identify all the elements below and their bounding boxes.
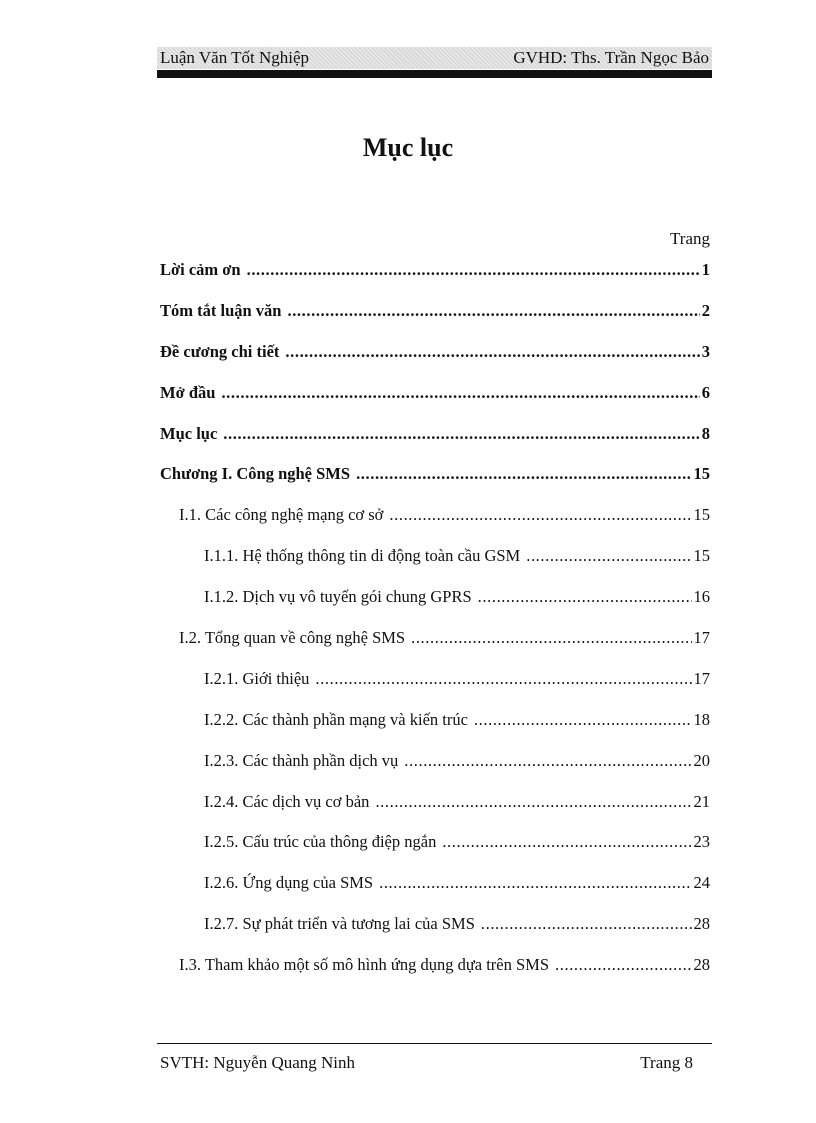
toc-entry xyxy=(160,914,710,955)
toc-entry-title: I.2.6. Ứng dụng của SMS xyxy=(204,873,374,893)
toc-dot-leader xyxy=(526,546,691,566)
toc-dot-leader xyxy=(247,260,700,280)
page-footer xyxy=(160,1053,693,1073)
toc-entry-title: I.1.2. Dịch vụ vô tuyến gói chung GPRS xyxy=(204,587,472,607)
toc-entry-page: 15 xyxy=(693,546,710,566)
toc-entry xyxy=(160,751,710,792)
toc-entry-page: 18 xyxy=(693,709,710,729)
header-thesis-label: Luận Văn Tốt Nghiệp xyxy=(160,48,310,67)
toc-dot-leader xyxy=(555,955,691,975)
toc-entry xyxy=(160,628,710,669)
toc-dot-leader xyxy=(379,873,691,893)
toc-dot-leader xyxy=(315,669,691,689)
toc-entry-title: I.1.1. Hệ thống thông tin di động toàn cầu GSM xyxy=(204,546,521,566)
toc-entry xyxy=(160,505,710,546)
toc-entry-page: 17 xyxy=(693,668,710,688)
toc-entry xyxy=(160,383,710,424)
toc-dot-leader xyxy=(478,587,692,607)
page-header xyxy=(157,47,712,69)
toc-entry xyxy=(160,342,710,383)
toc-entry-page: 17 xyxy=(693,628,710,648)
toc-entry xyxy=(160,260,710,301)
toc-entry-page: 1 xyxy=(701,260,710,279)
toc-dot-leader xyxy=(442,832,691,852)
toc-dot-leader xyxy=(223,424,699,444)
toc-dot-leader xyxy=(411,628,691,648)
footer-student: SVTH: Nguyễn Quang Ninh xyxy=(160,1053,356,1072)
toc-entry-title: I.2.7. Sự phát triển và tương lai của SMS xyxy=(204,914,475,934)
toc-entry xyxy=(160,669,710,710)
toc-dot-leader xyxy=(375,792,691,812)
header-advisor: GVHD: Ths. Trần Ngọc Bảo xyxy=(513,48,709,67)
toc-entry-title: Lời cảm ơn xyxy=(160,260,241,279)
footer-page-number: Trang 8 xyxy=(640,1053,693,1072)
toc-entry-page: 28 xyxy=(693,955,710,975)
page-title: Mục lục xyxy=(362,133,454,162)
toc-entry xyxy=(160,710,710,751)
toc-dot-leader xyxy=(356,464,691,484)
toc-entry-page: 24 xyxy=(693,873,710,893)
toc-entry-page: 15 xyxy=(693,464,710,484)
toc-dot-leader xyxy=(474,710,692,730)
toc-entry-title: Mở đầu xyxy=(160,382,216,402)
toc-entry-page: 3 xyxy=(701,341,710,361)
toc-entry xyxy=(160,464,710,505)
toc-entry xyxy=(160,424,710,465)
toc-entry xyxy=(160,955,710,996)
toc-entry-title: I.2. Tổng quan về công nghệ SMS xyxy=(179,628,406,648)
toc-dot-leader xyxy=(389,505,691,525)
toc-entry xyxy=(160,301,710,342)
toc-entry-title: Chương I. Công nghệ SMS xyxy=(160,464,351,484)
toc-entry-page: 6 xyxy=(701,382,710,402)
toc-dot-leader xyxy=(481,914,692,934)
toc-entry-title: I.2.4. Các dịch vụ cơ bản xyxy=(204,791,370,811)
toc-entry-title: I.2.3. Các thành phần dịch vụ xyxy=(204,750,399,770)
toc-entry-title: Đề cương chi tiết xyxy=(160,341,280,361)
toc-entry-page: 2 xyxy=(701,300,710,320)
toc-entry-title: Tóm tắt luận văn xyxy=(160,300,282,320)
header-rule xyxy=(157,70,712,78)
toc-entry xyxy=(160,873,710,914)
toc-entry-title: Mục lục xyxy=(160,423,218,443)
toc-entry-page: 16 xyxy=(693,587,710,607)
toc-entry-page: 20 xyxy=(693,750,710,770)
toc-entry-page: 23 xyxy=(693,832,710,852)
toc-entry-title: I.3. Tham khảo một số mô hình ứng dụng dựa trên SMS xyxy=(179,955,550,975)
toc-entry xyxy=(160,832,710,873)
toc-entry-page: 28 xyxy=(693,914,710,934)
toc-entry-page: 8 xyxy=(701,423,710,443)
toc-entry xyxy=(160,792,710,833)
toc-dot-leader xyxy=(285,342,699,362)
toc-entry-title: I.2.5. Cấu trúc của thông điệp ngắn xyxy=(204,832,437,852)
toc-entry xyxy=(160,587,710,628)
toc-entry-title: I.1. Các công nghệ mạng cơ sở xyxy=(179,505,384,525)
toc-entry-title: I.2.1. Giới thiệu xyxy=(204,668,310,688)
page-column-label: Trang xyxy=(670,229,710,248)
toc-dot-leader xyxy=(287,301,699,321)
table-of-contents xyxy=(160,260,710,996)
toc-dot-leader xyxy=(221,383,699,403)
toc-entry-page: 15 xyxy=(693,505,710,525)
toc-entry xyxy=(160,546,710,587)
toc-dot-leader xyxy=(404,751,691,771)
toc-entry-page: 21 xyxy=(693,791,710,811)
footer-rule xyxy=(157,1043,712,1044)
toc-entry-title: I.2.2. Các thành phần mạng và kiến trúc xyxy=(204,709,468,729)
